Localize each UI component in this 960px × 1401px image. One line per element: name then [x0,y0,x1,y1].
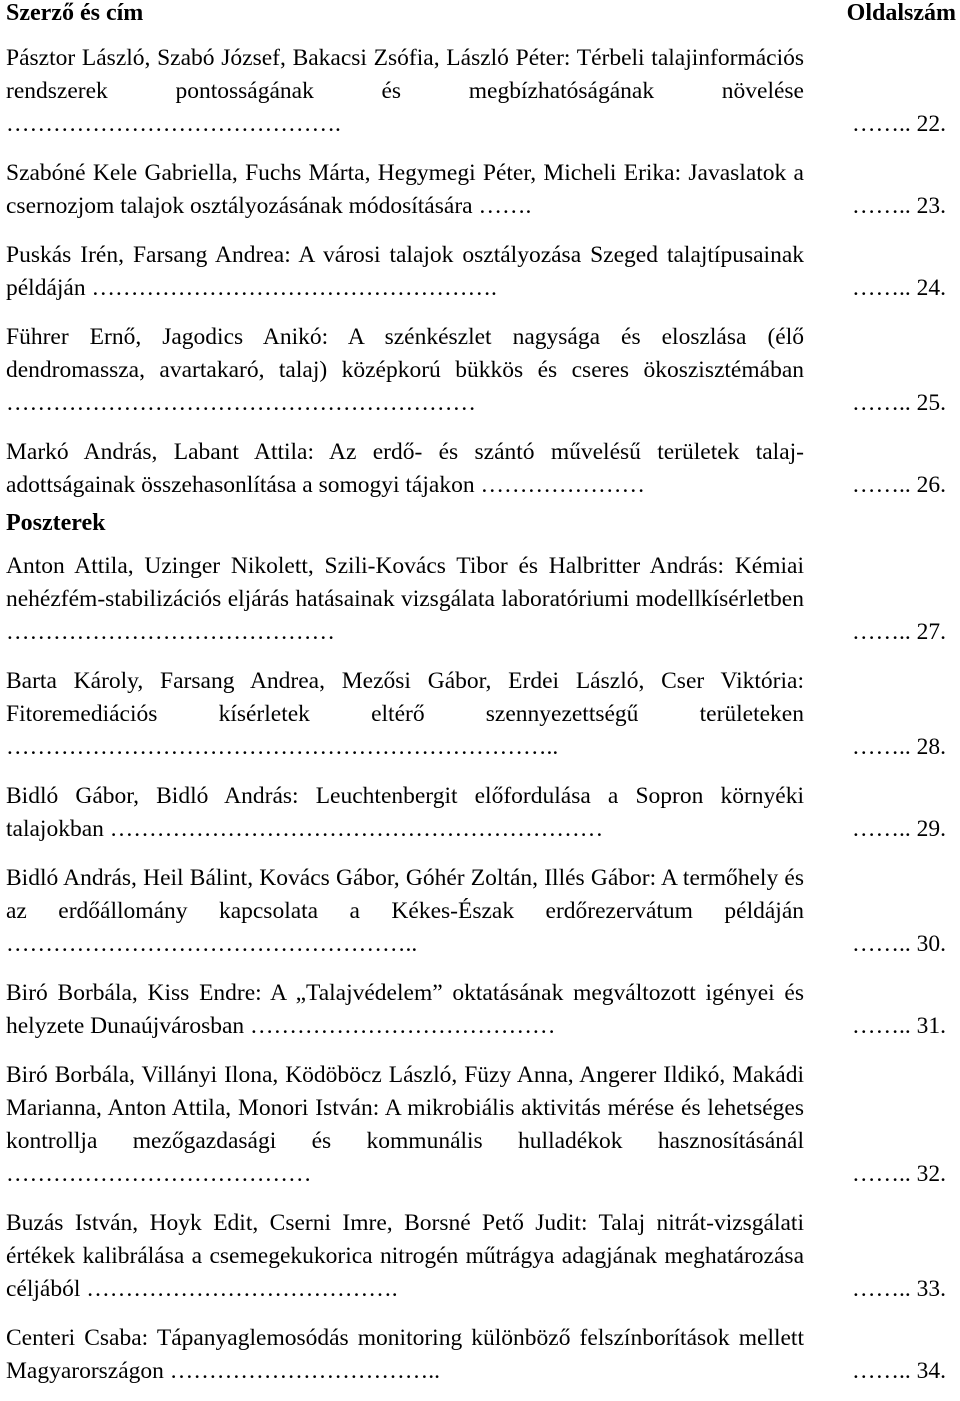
entry-page: …….. 31. [852,1013,946,1039]
entry-title: Pásztor László, Szabó József, Bakacsi Zsófia, László Péter: Térbeli talajinformációs rendszerek pontosságának és megbízhatóságának növelése ……………………………………. [6,45,804,137]
toc-entry [6,239,946,305]
entry-title: Biró Borbála, Villányi Ilona, Ködöböcz László, Füzy Anna, Angerer Ildikó, Makádi Marianna, Anton Attila, Monori István: A mikrobiális aktivitás mérése és lehetséges kontrollja mezőgazdasági és kommunális hulladékok hasznosításánál ………………………………… [6,1062,804,1187]
entry-title: Anton Attila, Uzinger Nikolett, Szili-Kovács Tibor és Halbritter András: Kémiai nehézfém-stabilizációs eljárás hatásainak vizsgálata laboratóriumi modellkísérletben …………………………………… [6,553,804,645]
entry-page: …….. 25. [852,390,946,416]
entry-page: …….. 23. [852,193,946,219]
posters-section-title: Poszterek [6,510,106,536]
entry-page: …….. 34. [852,1358,946,1384]
entry-page: …….. 26. [852,472,946,498]
entry-title: Buzás István, Hoyk Edit, Cserni Imre, Borsné Pető Judit: Talaj nitrát-vizsgálati értékek kalibrálása a csemegekukorica nitrogén műtrágya adagjának meghatározása céljából …………………………………. [6,1210,804,1302]
toc-entry [6,665,946,764]
entry-page: …….. 27. [852,619,946,645]
author-title-header: Szerző és cím [6,0,144,26]
entry-page: …….. 22. [852,111,946,137]
page-number-header: Oldalszám [846,0,956,26]
entry-title: Bidló Gábor, Bidló András: Leuchtenbergit előfordulása a Sopron környéki talajokban ……………………………………………………… [6,783,804,842]
entry-title: Markó András, Labant Attila: Az erdő- és szántó művelésű területek talaj-adottságainak összehasonlítása a somogyi tájakon ………………… [6,439,804,498]
entry-title: Führer Ernő, Jagodics Anikó: A szénkészlet nagysága és eloszlása (élő dendromassza, avartakaró, talaj) középkorú bükkös és cseres ökoszisztémában …………………………………………………… [6,324,804,416]
entry-page: …….. 30. [852,931,946,957]
entry-title: Barta Károly, Farsang Andrea, Mezősi Gábor, Erdei László, Cser Viktória: Fitoremediációs kísérletek eltérő szennyezettségű területeken …………………………………………………………….. [6,668,804,760]
toc-entry [6,862,946,961]
entry-page: …….. 28. [852,734,946,760]
toc-entry [6,1059,946,1191]
entry-title: Puskás Irén, Farsang Andrea: A városi talajok osztályozása Szeged talajtípusainak példáján ……………………………………………. [6,242,804,301]
toc-entry [6,321,946,420]
toc-entry [6,1207,946,1306]
entry-title: Biró Borbála, Kiss Endre: A „Talajvédelem” oktatásának megváltozott igényei és helyzete Dunaújvárosban ………………………………… [6,980,804,1039]
toc-entry [6,42,946,141]
toc-entry [6,977,946,1043]
toc-entry [6,550,946,649]
toc-entry [6,780,946,846]
toc-entries [6,42,946,1388]
entry-page: …….. 33. [852,1276,946,1302]
toc-entry [6,1322,946,1388]
entry-title: Szabóné Kele Gabriella, Fuchs Márta, Hegymegi Péter, Micheli Erika: Javaslatok a csernozjom talajok osztályozásának módosítására ……. [6,160,804,219]
entry-page: …….. 29. [852,816,946,842]
entry-page: …….. 32. [852,1161,946,1187]
entry-page: …….. 24. [852,275,946,301]
toc-entry [6,436,946,502]
toc-entry [6,157,946,223]
entry-title: Bidló András, Heil Bálint, Kovács Gábor, Góhér Zoltán, Illés Gábor: A termőhely és az erdőállomány kapcsolata a Kékes-Észak erdőrezervátum példáján …………………………………………….. [6,865,804,957]
entry-title: Centeri Csaba: Tápanyaglemosódás monitoring különböző felszínborítások mellett Magyarországon …………………………….. [6,1325,804,1384]
